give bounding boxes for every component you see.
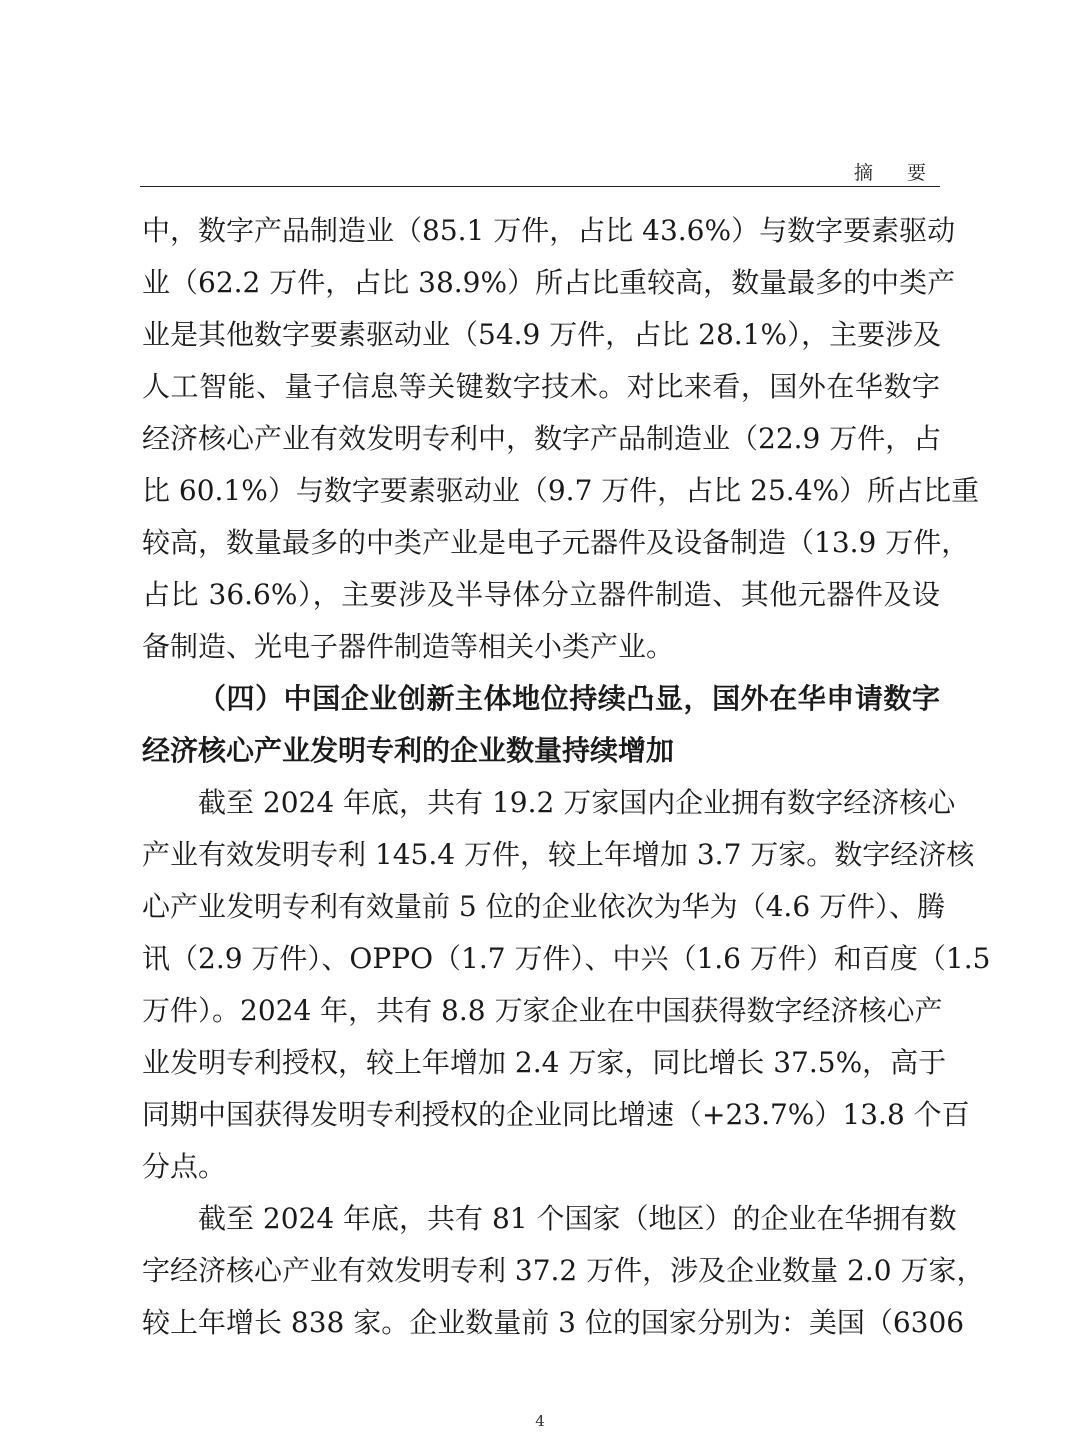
text-line: 截至 2024 年底，共有 19.2 万家国内企业拥有数字经济核心: [198, 786, 956, 819]
text-line: 分点。: [142, 1150, 227, 1183]
text-line: 万件）。2024 年，共有 8.8 万家企业在中国获得数字经济核心产: [142, 994, 943, 1027]
paragraph-continuation: [142, 205, 980, 673]
text-line: 备制造、光电子器件制造等相关小类产业。: [142, 630, 675, 663]
text-line: 人工智能、量子信息等关键数字技术。对比来看，国外在华数字: [142, 370, 940, 403]
page-number: 4: [535, 1412, 545, 1430]
text-line: 中，数字产品制造业（85.1 万件，占比 43.6%）与数字要素驱动: [142, 214, 956, 247]
text-line: 截至 2024 年底，共有 81 个国家（地区）的企业在华拥有数: [198, 1202, 957, 1235]
section-heading: [142, 673, 940, 777]
text-line: 同期中国获得发明专利授权的企业同比增速（+23.7%）13.8 个百: [142, 1098, 970, 1131]
text-line: 业发明专利授权，较上年增加 2.4 万家，同比增长 37.5%，高于: [142, 1046, 947, 1079]
paragraph-domestic-enterprises: [142, 777, 991, 1193]
paragraph-foreign-enterprises: [142, 1193, 985, 1349]
text-line: 较高，数量最多的中类产业是电子元器件及设备制造（13.9 万件，: [142, 526, 970, 559]
heading-line: 经济核心产业发明专利的企业数量持续增加: [142, 734, 675, 767]
text-line: 产业有效发明专利 145.4 万件，较上年增加 3.7 万家。数字经济核: [142, 838, 975, 871]
text-line: 比 60.1%）与数字要素驱动业（9.7 万件，占比 25.4%）所占比重: [142, 474, 980, 507]
text-line: 占比 36.6%），主要涉及半导体分立器件制造、其他元器件及设: [142, 578, 940, 611]
heading-line: （四）中国企业创新主体地位持续凸显，国外在华申请数字: [198, 682, 940, 715]
page-header-label: 摘 要: [853, 162, 940, 184]
text-line: 经济核心产业有效发明专利中，数字产品制造业（22.9 万件，占: [142, 422, 942, 455]
document-body: [142, 205, 991, 1349]
text-line: 心产业发明专利有效量前 5 位的企业依次为华为（4.6 万件）、腾: [142, 890, 946, 923]
text-line: 业（62.2 万件，占比 38.9%）所占比重较高，数量最多的中类产: [142, 266, 956, 299]
header-rule: [140, 186, 940, 187]
text-line: 字经济核心产业有效发明专利 37.2 万件，涉及企业数量 2.0 万家，: [142, 1254, 985, 1287]
text-line: 讯（2.9 万件）、OPPO（1.7 万件）、中兴（1.6 万件）和百度（1.5: [142, 942, 991, 975]
text-line: 较上年增长 838 家。企业数量前 3 位的国家分别为：美国（6306: [142, 1306, 965, 1339]
text-line: 业是其他数字要素驱动业（54.9 万件，占比 28.1%），主要涉及: [142, 318, 942, 351]
